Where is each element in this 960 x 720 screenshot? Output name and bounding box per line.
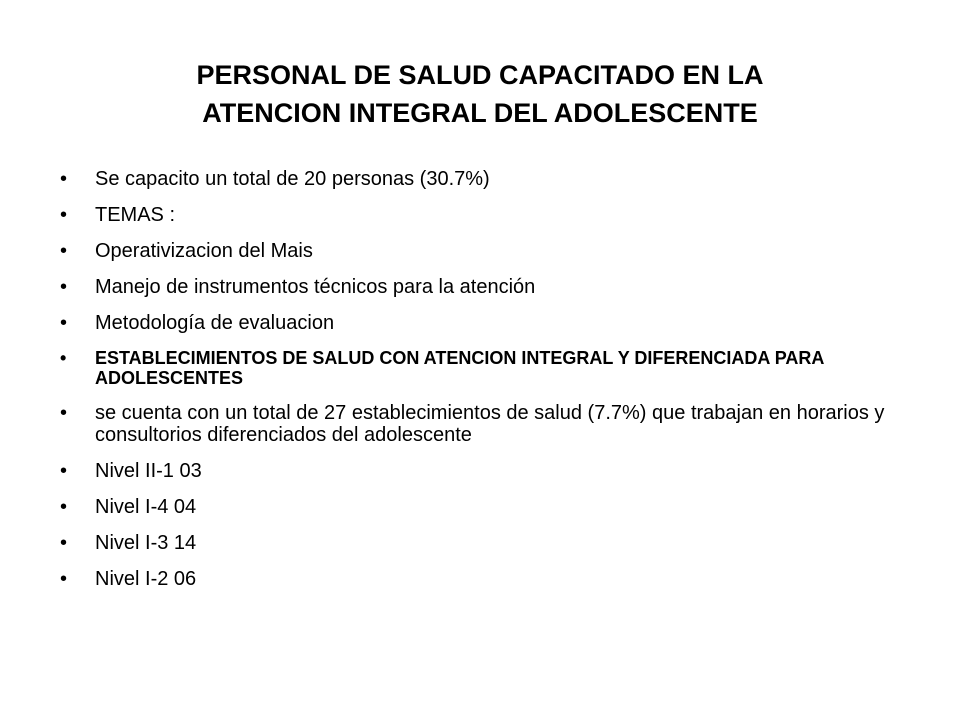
bullet-text: Operativizacion del Mais [95, 240, 313, 262]
bullet-text: Metodología de evaluacion [95, 312, 335, 334]
bullet-text: Se capacito un total de 20 personas (30.7%) [95, 168, 490, 190]
bullet-icon: • [60, 402, 68, 424]
bullet-text: Manejo de instrumentos técnicos para la atención [95, 276, 536, 298]
bullet-item [60, 240, 900, 262]
slide-title-line-2: ATENCION INTEGRAL DEL ADOLESCENTE [202, 98, 758, 128]
bullet-icon: • [60, 240, 68, 262]
bullet-text: Nivel I-4 04 [95, 496, 197, 518]
bullet-icon: • [60, 460, 68, 482]
bullet-text: TEMAS : [95, 204, 176, 226]
bullet-item [60, 204, 900, 226]
bullet-icon: • [60, 496, 68, 518]
bullet-item [60, 460, 900, 482]
bullet-item [60, 402, 900, 446]
bullet-icon: • [60, 312, 68, 334]
bullet-text: Nivel I-2 06 [95, 568, 197, 590]
bullet-item-heading [60, 348, 900, 388]
bullet-text: Nivel I-3 14 [95, 532, 197, 554]
bullet-icon: • [60, 168, 68, 190]
bullet-icon: • [60, 204, 68, 226]
bullet-item [60, 312, 900, 334]
bullet-item [60, 568, 900, 590]
bullet-text: Nivel II-1 03 [95, 460, 202, 482]
bullet-icon: • [60, 276, 68, 298]
bullet-text: se cuenta con un total de 27 establecimientos de salud (7.7%) que trabajan en horarios y consultorios diferenciados del adolescente [95, 402, 885, 446]
bullet-item [60, 496, 900, 518]
bullet-text: ESTABLECIMIENTOS DE SALUD CON ATENCION INTEGRAL Y DIFERENCIADA PARA ADOLESCENTES [95, 348, 824, 388]
bullet-list [60, 168, 900, 604]
bullet-icon: • [60, 348, 67, 368]
bullet-icon: • [60, 568, 68, 590]
bullet-item [60, 532, 900, 554]
slide-title-line-1: PERSONAL DE SALUD CAPACITADO EN LA [196, 60, 764, 90]
slide-title [60, 56, 900, 132]
bullet-icon: • [60, 532, 68, 554]
bullet-item [60, 168, 900, 190]
bullet-item [60, 276, 900, 298]
